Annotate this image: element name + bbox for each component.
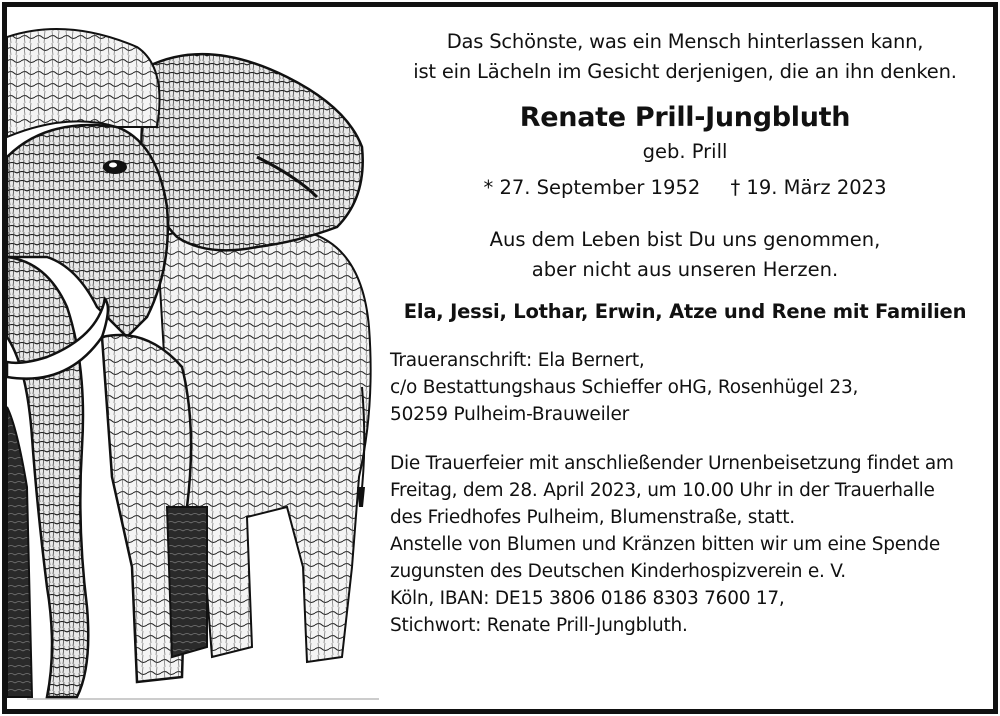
ceremony-line: Stichwort: Renate Prill-Jungbluth. xyxy=(390,615,688,636)
mourning-address xyxy=(390,347,980,428)
address-line: c/o Bestattungshaus Schieffer oHG, Rosenhügel 23, xyxy=(390,377,859,398)
ceremony-line: des Friedhofes Pulheim, Blumenstraße, statt. xyxy=(390,507,795,528)
deceased-name: Renate Prill-Jungbluth xyxy=(519,102,851,133)
obituary-frame xyxy=(2,2,998,714)
verse xyxy=(390,225,980,285)
death-date: † 19. März 2023 xyxy=(730,176,887,199)
opening-quote xyxy=(390,27,980,87)
elephant-illustration xyxy=(7,7,379,709)
obituary-text xyxy=(390,27,980,639)
ceremony-notice xyxy=(390,450,980,639)
ceremony-line: Anstelle von Blumen und Kränzen bitten wir um eine Spende xyxy=(390,534,940,555)
quote-line: Das Schönste, was ein Mensch hinterlassen kann, xyxy=(446,30,924,53)
address-line: Traueranschrift: Ela Bernert, xyxy=(390,350,645,371)
ceremony-line: Köln, IBAN: DE15 3806 0186 8303 7600 17, xyxy=(390,588,785,609)
ceremony-line: Freitag, dem 28. April 2023, um 10.00 Uhr in der Trauerhalle xyxy=(390,480,935,501)
life-dates xyxy=(390,173,980,203)
maiden-name: geb. Prill xyxy=(642,140,728,163)
birth-date: * 27. September 1952 xyxy=(483,176,701,199)
ceremony-line: zugunsten des Deutschen Kinderhospizverein e. V. xyxy=(390,561,846,582)
verse-line: Aus dem Leben bist Du uns genommen, xyxy=(489,228,881,251)
address-line: 50259 Pulheim-Brauweiler xyxy=(390,404,630,425)
quote-line: ist ein Lächeln im Gesicht derjenigen, die an ihn denken. xyxy=(413,60,957,83)
verse-line: aber nicht aus unseren Herzen. xyxy=(531,258,839,281)
ceremony-line: Die Trauerfeier mit anschließender Urnenbeisetzung findet am xyxy=(390,453,954,474)
mourners: Ela, Jessi, Lothar, Erwin, Atze und Rene mit Familien xyxy=(403,300,967,323)
